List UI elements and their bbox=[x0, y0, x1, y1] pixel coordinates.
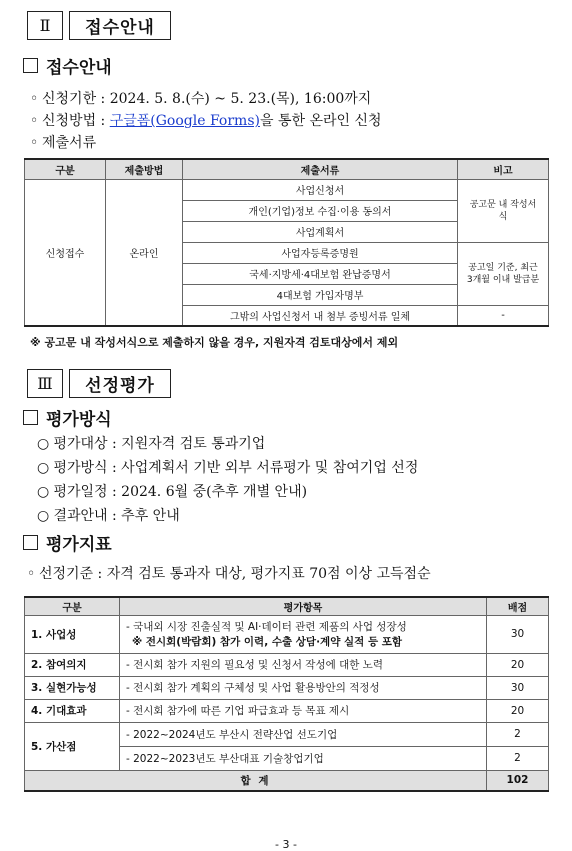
score-cell: 30 bbox=[487, 676, 549, 699]
header-cell: 배점 bbox=[487, 597, 549, 615]
item-cell: - 국내외 시장 진출실적 및 AI·데이터 관련 제품의 사업 성장성 ※ 전시회(박람회) 참가 이력, 수출 상담·계약 실적 등 포함 bbox=[120, 615, 487, 653]
section-number: Ⅱ bbox=[27, 11, 63, 40]
warning-note: ※ 공고문 내 작성서식으로 제출하지 않을 경우, 지원자격 검토대상에서 제외 bbox=[30, 336, 399, 349]
header-cell: 평가항목 bbox=[120, 597, 487, 615]
note-cell: 공고문 내 작성서식 bbox=[458, 179, 549, 242]
category-cell: 2. 참여의지 bbox=[25, 653, 120, 676]
category-cell: 3. 실현가능성 bbox=[25, 676, 120, 699]
table-row bbox=[25, 699, 549, 722]
table-row bbox=[25, 722, 549, 746]
header-cell: 구분 bbox=[25, 159, 106, 179]
total-row bbox=[25, 770, 549, 791]
subheading-eval-criteria: 평가지표 bbox=[23, 530, 112, 555]
selection-criteria: ◦ 선정기준 : 자격 검토 통과자 대상, 평가지표 70점 이상 고득점순 bbox=[27, 566, 431, 582]
section-title: 접수안내 bbox=[69, 11, 171, 40]
category-cell: 5. 가산점 bbox=[25, 722, 120, 770]
header-cell: 제출서류 bbox=[183, 159, 458, 179]
method-cell: 온라인 bbox=[106, 179, 183, 326]
header-cell: 구분 bbox=[25, 597, 120, 615]
table-row bbox=[25, 676, 549, 699]
doc-cell: 사업자등록증명원 bbox=[183, 242, 458, 263]
score-cell: 20 bbox=[487, 653, 549, 676]
section-title: 선정평가 bbox=[69, 369, 171, 398]
header-cell: 비고 bbox=[458, 159, 549, 179]
item-cell: - 전시회 참가에 따른 기업 파급효과 등 목표 제시 bbox=[120, 699, 487, 722]
item-cell: - 전시회 참가 지원의 필요성 및 신청서 작성에 대한 노력 bbox=[120, 653, 487, 676]
subheading-eval-method: 평가방식 bbox=[23, 405, 112, 430]
note-cell: - bbox=[458, 305, 549, 326]
score-cell: 2 bbox=[487, 746, 549, 770]
doc-cell: 사업계획서 bbox=[183, 221, 458, 242]
category-cell: 4. 기대효과 bbox=[25, 699, 120, 722]
submission-table bbox=[24, 158, 549, 327]
section-header-3 bbox=[27, 369, 171, 400]
score-cell: 20 bbox=[487, 699, 549, 722]
section-number: Ⅲ bbox=[27, 369, 63, 398]
table-row bbox=[25, 615, 549, 653]
category-cell: 1. 사업성 bbox=[25, 615, 120, 653]
eval-line: ○ 평가방식 : 사업계획서 기반 외부 서류평가 및 참여기업 선정 bbox=[37, 460, 419, 476]
note-cell: 공고일 기준, 최근 3개월 이내 발급분 bbox=[458, 242, 549, 305]
square-bullet-icon bbox=[23, 535, 38, 550]
subheading-reception: 접수안내 bbox=[23, 53, 112, 78]
item-cell: - 2022~2023년도 부산대표 기술창업기업 bbox=[120, 746, 487, 770]
square-bullet-icon bbox=[23, 410, 38, 425]
eval-line: ○ 평가일정 : 2024. 6월 중(추후 개별 안내) bbox=[37, 484, 308, 500]
table-row bbox=[25, 653, 549, 676]
page-number: - 3 - bbox=[275, 838, 297, 851]
score-cell: 30 bbox=[487, 615, 549, 653]
doc-cell: 4대보험 가입자명부 bbox=[183, 284, 458, 305]
total-score: 102 bbox=[487, 770, 549, 791]
google-forms-link[interactable]: 구글폼(Google Forms) bbox=[109, 113, 260, 129]
header-cell: 제출방법 bbox=[106, 159, 183, 179]
doc-cell: 국세·지방세·4대보험 완납증명서 bbox=[183, 263, 458, 284]
submission-docs-label: ◦ 제출서류 bbox=[30, 135, 97, 151]
total-label: 합 계 bbox=[25, 770, 487, 791]
doc-cell: 사업신청서 bbox=[183, 179, 458, 200]
section-header-2 bbox=[27, 11, 171, 42]
item-cell: - 2022~2024년도 부산시 전략산업 선도기업 bbox=[120, 722, 487, 746]
application-method: ◦ 신청방법 : 구글폼(Google Forms)을 통한 온라인 신청 bbox=[30, 113, 382, 129]
score-cell: 2 bbox=[487, 722, 549, 746]
eval-line: ○ 결과안내 : 추후 안내 bbox=[37, 508, 180, 524]
eval-line: ○ 평가대상 : 지원자격 검토 통과기업 bbox=[37, 436, 266, 452]
category-cell: 신청접수 bbox=[25, 179, 106, 326]
item-cell: - 전시회 참가 계획의 구체성 및 사업 활용방안의 적정성 bbox=[120, 676, 487, 699]
square-bullet-icon bbox=[23, 58, 38, 73]
application-period: ◦ 신청기한 : 2024. 5. 8.(수) ~ 5. 23.(목), 16:00까지 bbox=[30, 91, 372, 107]
doc-cell: 개인(기업)정보 수집·이용 동의서 bbox=[183, 200, 458, 221]
evaluation-table bbox=[24, 596, 549, 792]
doc-cell: 그밖의 사업신청서 내 첨부 증빙서류 일체 bbox=[183, 305, 458, 326]
